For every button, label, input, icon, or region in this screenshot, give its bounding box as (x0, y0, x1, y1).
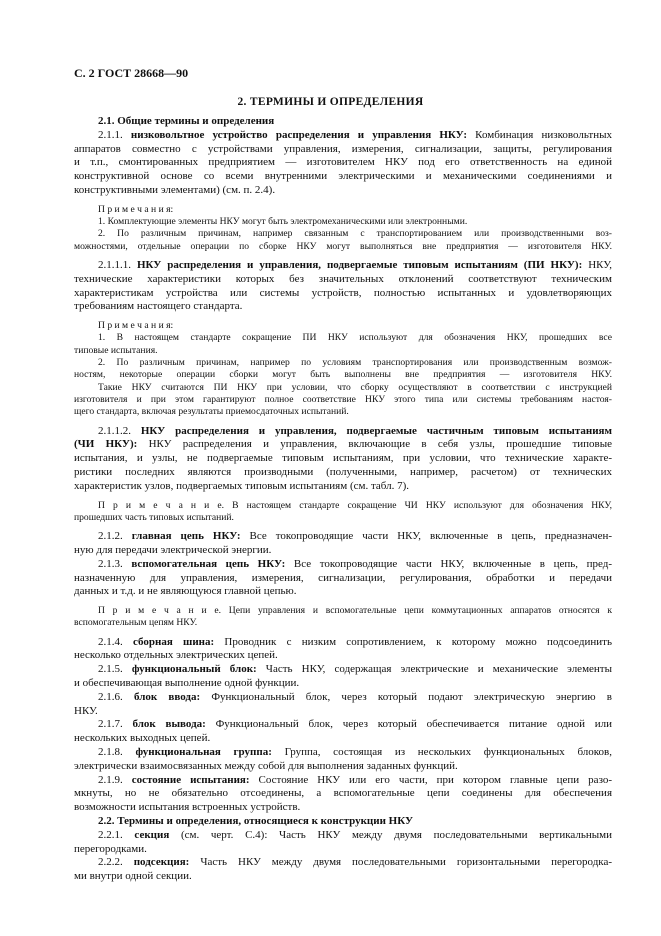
text-line: характеристикам устройства или системы устройств, полностью испытанных и удовлетворяющих (74, 286, 612, 299)
definition-2-1-5: 2.1.5. функциональный блок: Часть НКУ, содержащая электрические и механические элементы (98, 663, 612, 676)
page-header: С. 2 ГОСТ 28668—90 (74, 66, 189, 80)
note-line: 2. По различным причинам, например связанным с транспортированием или производственными воз- (98, 228, 612, 240)
note-line: 1. Комплектующие элементы НКУ могут быть электромеханическими или электронными. (98, 216, 468, 228)
note-line: вспомогательным цепям НКУ. (74, 617, 198, 629)
definition-2-1-8: 2.1.8. функциональная группа: Группа, состоящая из нескольких функциональных блоков, (98, 746, 612, 759)
note-line: изготовителя и при этом гарантируют полное соответствие НКУ этого типа или системы требованиям настоя- (74, 393, 612, 405)
text-line: конструктивными элементами) (см. п. 2.4). (74, 183, 276, 196)
text-line: ную для передачи электрической энергии. (74, 543, 272, 556)
text-line: аппаратов совместно с устройствами управления, измерения, сигнализации, защиты, регулирования (74, 142, 612, 155)
section-title: 2. ТЕРМИНЫ И ОПРЕДЕЛЕНИЯ (237, 96, 424, 108)
definition-2-1-4: 2.1.4. сборная шина: Проводник с низким сопротивлением, к которому можно подсоединить (98, 635, 612, 648)
definition-2-1-1-1: 2.1.1.1. НКУ распределения и управления, подвергаемые типовым испытаниям (ПИ НКУ): НКУ, (98, 258, 612, 271)
note-line: 1. В настоящем стандарте сокращение ПИ НКУ используют для обозначения НКУ, прошедших все (98, 332, 612, 344)
text-line: несколько отдельных электрических цепей. (74, 649, 278, 662)
note-line: щего стандарта, включая результаты приемосдаточных испытаний. (74, 406, 349, 418)
definition-2-1-1: 2.1.1. низковольтное устройство распределения и управления НКУ: Комбинация низковольтных (98, 128, 612, 141)
text-line: перегородками. (74, 842, 147, 855)
text-line: ристики последних являются производными (полученными, например, расчетом) от технических (74, 465, 612, 478)
text-line: конструктивной основе со всеми внутренними электрическими и механическими соединениями и (74, 170, 612, 183)
definition-2-2-1: 2.2.1. секция (см. черт. С.4): Часть НКУ между двумя последовательными вертикальными (98, 828, 612, 841)
text-line: мкнуты, но не обязательно отсоединены, а вспомогательные цепи соединены для обеспечения (74, 787, 612, 800)
subsection-title: 2.2. Термины и определения, относящиеся к конструкции НКУ (98, 815, 414, 828)
definition-2-1-3: 2.1.3. вспомогательная цепь НКУ: Все токопроводящие части НКУ, включенные в цепь, пред- (98, 557, 612, 570)
text-line: характеристик узлов, подвергаемых типовым испытаниям (см. табл. 7). (74, 479, 409, 492)
text-line: данных и т.д. и не являющуюся главной цепью. (74, 585, 297, 598)
definition-2-2-2: 2.2.2. подсекция: Часть НКУ между двумя последовательными горизонтальными перегородка- (98, 856, 612, 869)
text-line: нескольких выходных цепей. (74, 732, 211, 745)
text-line: возможности испытания встроенных устройств. (74, 801, 301, 814)
note-line: П р и м е ч а н и е. В настоящем стандарте сокращение ЧИ НКУ используют для обозначения НКУ, (98, 499, 612, 511)
note-line: П р и м е ч а н и е. Цепи управления и вспомогательные цепи коммутационных аппаратов относятся к (98, 605, 612, 617)
text-line: (ЧИ НКУ): НКУ распределения и управления, включающие в себя узлы, прошедшие типовые (74, 438, 612, 451)
text-line: назначенную для управления, измерения, сигнализации, регулирования, обработки и передачи (74, 571, 612, 584)
text-line: и обеспечивающая выполнение одной функции. (74, 677, 300, 690)
definition-2-1-2: 2.1.2. главная цепь НКУ: Все токопроводящие части НКУ, включенные в цепь, предназначен- (98, 530, 612, 543)
note-line: типовые испытания. (74, 344, 158, 356)
text-line: электрически взаимосвязанных между собой для выполнения заданных функций. (74, 759, 458, 772)
text-line: технические характеристики которых без значительных отклонений соответствуют техническим (74, 272, 612, 285)
text-line: и т.п., смонтированных предприятием — изготовителем НКУ под его ответственность на единой (74, 156, 612, 169)
note-line: Такие НКУ считаются ПИ НКУ при условии, что сборку осуществляют в соответствии с инструкцией (98, 381, 612, 393)
text-line: НКУ. (74, 704, 98, 717)
definition-2-1-6: 2.1.6. блок ввода: Функциональный блок, через который подают электрическую энергию в (98, 690, 612, 703)
text-line: ми внутри одной секции. (74, 870, 192, 883)
definition-2-1-7: 2.1.7. блок вывода: Функциональный блок, через который обеспечивается питание одной или (98, 718, 612, 731)
definition-2-1-1-2: 2.1.1.2. НКУ распределения и управления, подвергаемые частичным типовым испытаниям (98, 424, 612, 437)
notes-label: П р и м е ч а н и я: (98, 320, 174, 332)
note-line: ностям, некоторые операции сборки могут быть выполнены вне предприятия — изготовителя НКУ. (74, 369, 612, 381)
text-line: требованиям настоящего стандарта. (74, 300, 243, 313)
definition-2-1-9: 2.1.9. состояние испытания: Состояние НКУ или его части, при котором главные цепи разо- (98, 773, 612, 786)
note-line: можностями, отдельные операции по сборке НКУ могут выполняться вне предприятия — изготовителя НКУ. (74, 240, 612, 252)
note-line: 2. По различным причинам, например по условиям транспортирования или производственным возмож- (98, 357, 612, 369)
document-body (74, 115, 612, 884)
note-line: прошедших часть типовых испытаний. (74, 511, 234, 523)
subsection-title: 2.1. Общие термины и определения (98, 115, 275, 127)
notes-label: П р и м е ч а н и я: (98, 203, 174, 215)
text-line: испытания, и узлы, не подвергаемые типовым испытаниям, при условии, что технические характе- (74, 452, 612, 465)
